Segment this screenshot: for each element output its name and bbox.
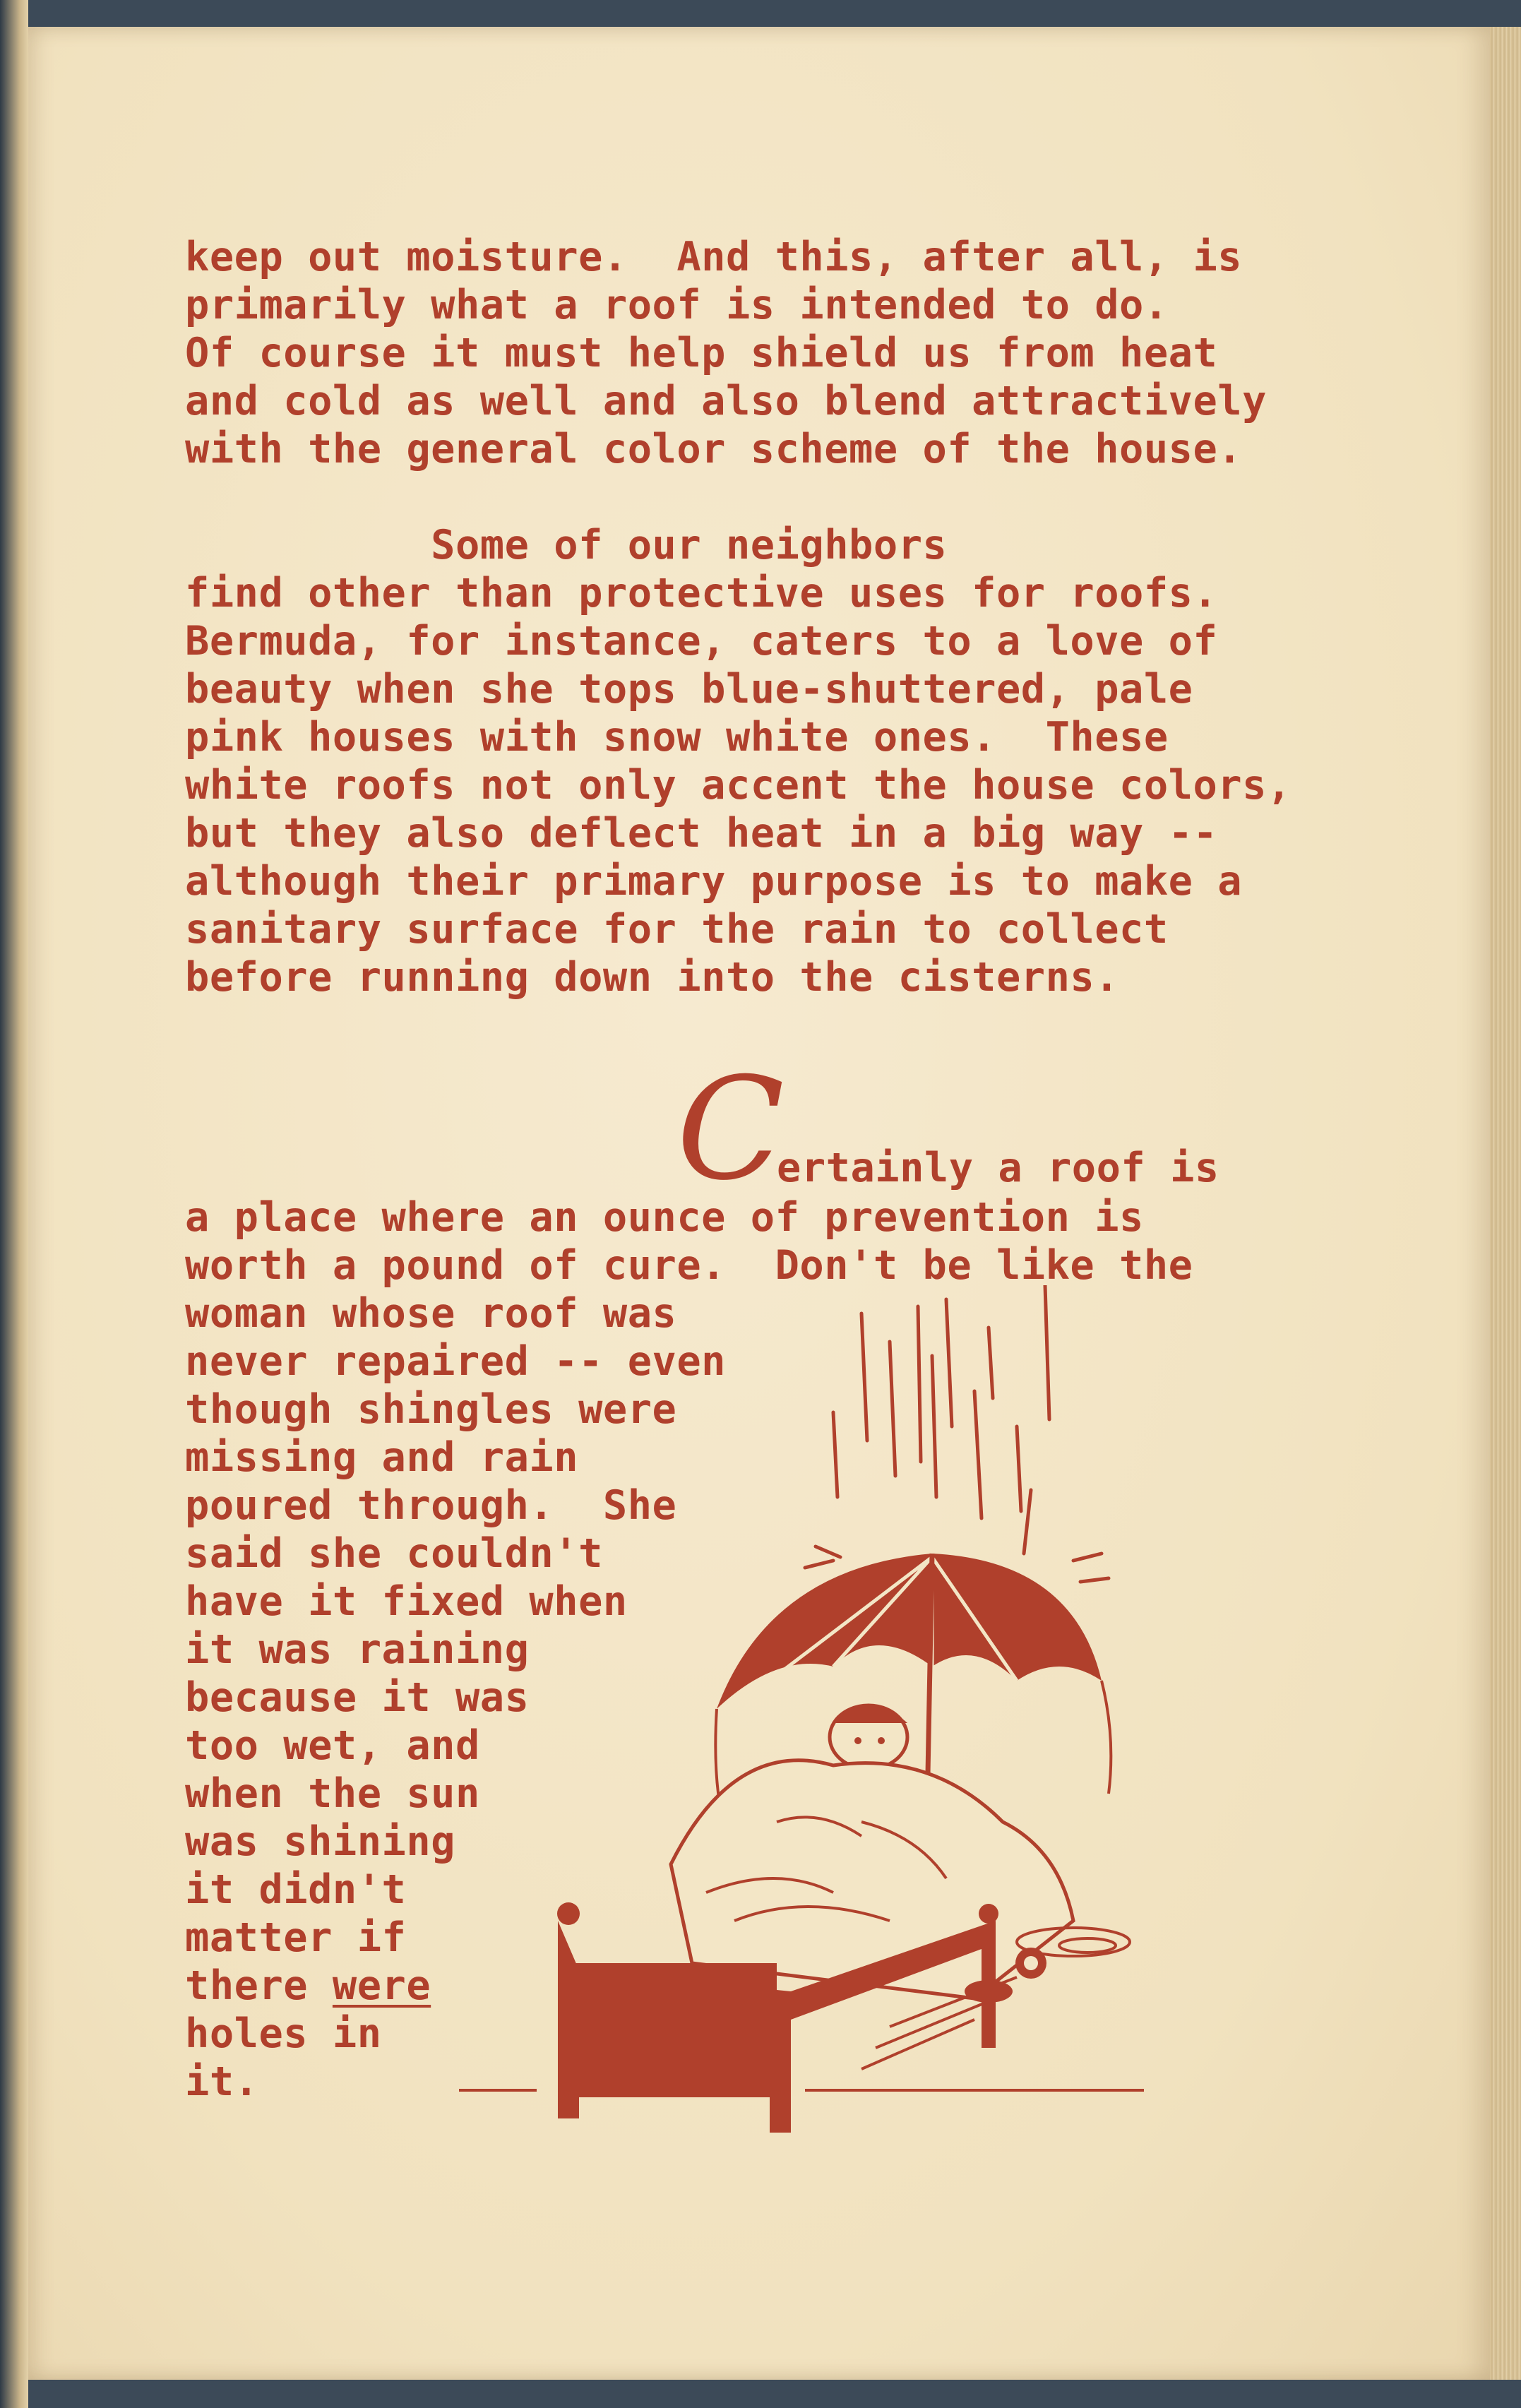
- paragraph2-line: before running down into the cisterns.: [185, 954, 1120, 1001]
- underlined-were: were: [332, 1962, 431, 2009]
- paragraph2-line: but they also deflect heat in a big way --: [185, 810, 1218, 857]
- paragraph1-line: Of course it must help shield us from heat: [185, 330, 1218, 376]
- paragraph2-line: white roofs not only accent the house colors,: [185, 762, 1292, 809]
- paragraph2-line: sanitary surface for the rain to collect: [185, 906, 1169, 953]
- paragraph2-line: Bermuda, for instance, caters to a love of: [185, 618, 1218, 664]
- paragraph3-line: it was raining: [185, 1626, 530, 1673]
- paragraph3-line: was shining: [185, 1818, 455, 1865]
- drop-cap-letter: C: [676, 1047, 785, 1212]
- paragraph3-line: woman whose roof was: [185, 1290, 677, 1337]
- text-there: there: [185, 1962, 333, 2009]
- paragraph3-line: a place where an ounce of prevention is: [185, 1194, 1144, 1241]
- paragraph1-line: with the general color scheme of the house.: [185, 426, 1243, 472]
- paragraph3-line: missing and rain: [185, 1434, 579, 1481]
- paragraph3-line: though shingles were: [185, 1386, 677, 1433]
- paragraph3-line: matter if: [185, 1914, 407, 1961]
- paragraph3-line: worth a pound of cure. Don't be like the: [185, 1242, 1193, 1289]
- paragraph3-first-line: ertainly a roof is: [777, 1145, 1219, 1191]
- page-edges-right: [1490, 27, 1521, 2380]
- paragraph3-line: it didn't: [185, 1866, 407, 1913]
- paragraph3-line: have it fixed when: [185, 1578, 628, 1625]
- paragraph3-line: never repaired -- even: [185, 1338, 726, 1385]
- paragraph3-line: too wet, and: [185, 1722, 480, 1769]
- paragraph1-line: keep out moisture. And this, after all, is: [185, 234, 1243, 280]
- paragraph3-line: holes in: [185, 2010, 382, 2057]
- paragraph3-line: poured through. She: [185, 1482, 677, 1529]
- paragraph2-line: although their primary purpose is to make a: [185, 858, 1243, 905]
- paragraph3-line: it.: [185, 2058, 259, 2105]
- paragraph2-line: Some of our neighbors: [185, 522, 948, 568]
- paragraph1-line: and cold as well and also blend attractively: [185, 378, 1267, 424]
- paragraph3-line-emphasis: [185, 1962, 431, 2010]
- paragraph3-line: said she couldn't: [185, 1530, 603, 1577]
- paragraph3-line: when the sun: [185, 1770, 480, 1817]
- paragraph1-line: primarily what a roof is intended to do.: [185, 282, 1169, 328]
- paragraph2-line: beauty when she tops blue-shuttered, pale: [185, 666, 1193, 713]
- paragraph2-line: pink houses with snow white ones. These: [185, 714, 1169, 761]
- paragraph2-line: find other than protective uses for roofs.: [185, 570, 1218, 616]
- paragraph3-line: because it was: [185, 1674, 530, 1721]
- woman-in-bed-under-umbrella-illustration: [438, 1285, 1207, 2140]
